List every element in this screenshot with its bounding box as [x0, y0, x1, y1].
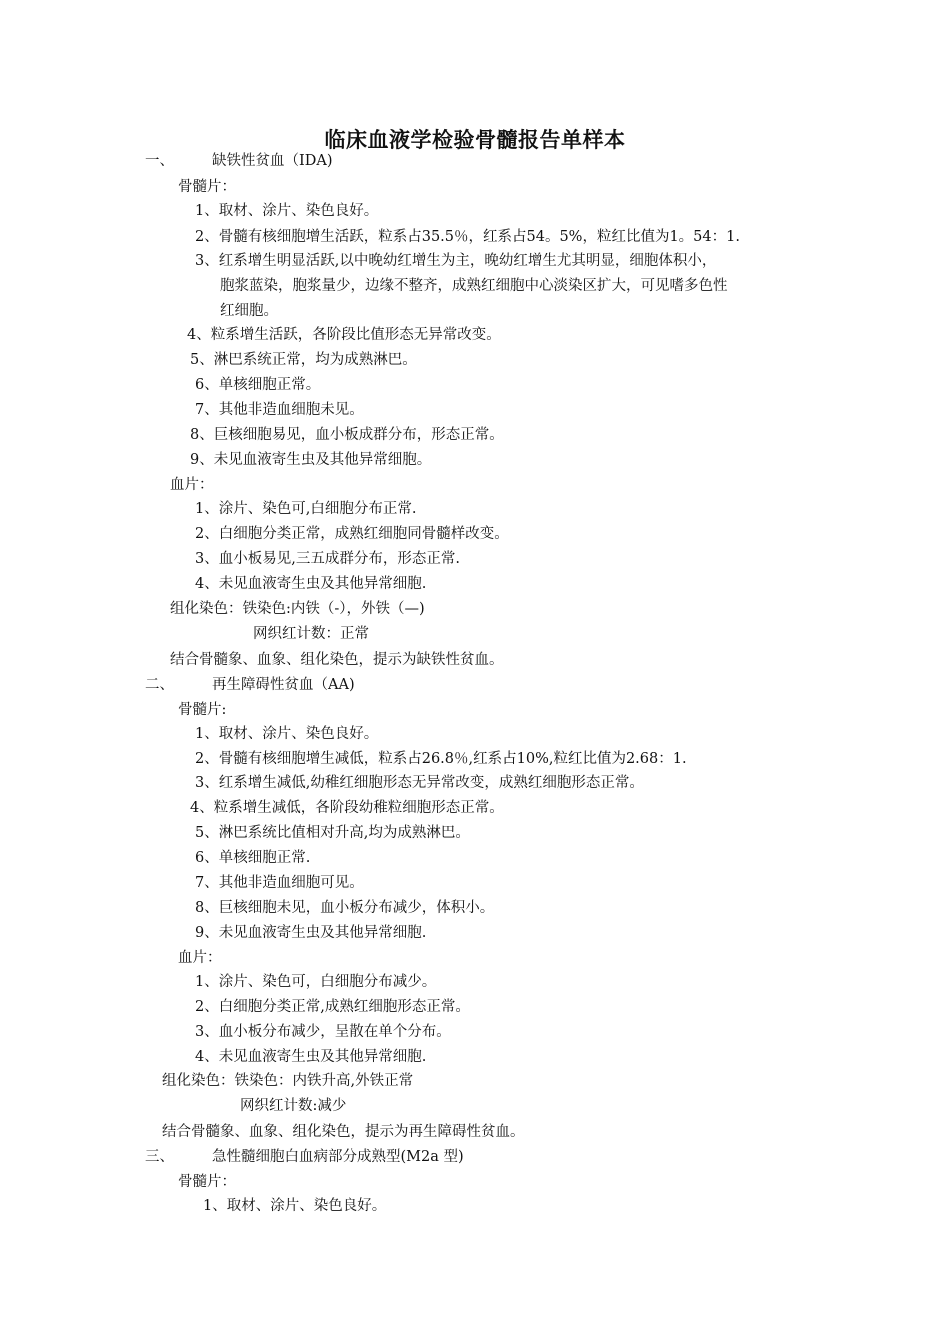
marrow-label: 骨髓片：	[178, 179, 236, 195]
marrow-item: 5、淋巴系统比值相对升高,均为成熟淋巴。	[195, 825, 470, 841]
marrow-item: 红细胞。	[220, 303, 278, 319]
blood-item: 4、未见血液寄生虫及其他异常细胞.	[195, 576, 427, 592]
blood-item: 1、涂片、染色可，白细胞分布减少。	[195, 974, 437, 990]
section-heading: 缺铁性贫血（IDA)	[212, 153, 333, 169]
marrow-item: 1、取材、涂片、染色良好。	[195, 203, 379, 219]
marrow-item: 7、其他非造血细胞可见。	[195, 875, 364, 891]
blood-item: 3、血小板分布减少，呈散在单个分布。	[195, 1024, 451, 1040]
section-number: 三、	[145, 1149, 174, 1165]
marrow-item: 8、巨核细胞未见，血小板分布减少，体积小。	[195, 900, 495, 916]
document-title: 临床血液学检验骨髓报告单样本	[324, 128, 626, 152]
conclusion: 结合骨髓象、血象、组化染色，提示为缺铁性贫血。	[170, 652, 504, 668]
marrow-item: 6、单核细胞正常。	[195, 377, 321, 393]
marrow-item: 3、红系增生减低,幼稚红细胞形态无异常改变，成熟红细胞形态正常。	[195, 775, 644, 791]
blood-label: 血片：	[170, 477, 214, 493]
blood-item: 2、白细胞分类正常,成熟红细胞形态正常。	[195, 999, 470, 1015]
section-heading: 再生障碍性贫血（AA)	[212, 677, 355, 693]
marrow-item: 9、未见血液寄生虫及其他异常细胞。	[190, 452, 432, 468]
marrow-item: 2、骨髓有核细胞增生活跃，粒系占35.5％，红系占54。5%，粒红比值为1。54：1.	[195, 229, 740, 245]
marrow-item: 1、取材、涂片、染色良好。	[195, 726, 379, 742]
marrow-item: 3、红系增生明显活跃,以中晚幼红增生为主，晚幼红增生尤其明显，细胞体积小，	[195, 253, 717, 269]
marrow-item: 6、单核细胞正常.	[195, 850, 311, 866]
blood-item: 1、涂片、染色可,白细胞分布正常.	[195, 501, 417, 517]
marrow-item: 4、粒系增生活跃，各阶段比值形态无异常改变。	[187, 327, 501, 343]
marrow-label: 骨髓片：	[178, 1174, 236, 1190]
blood-item: 3、血小板易见,三五成群分布，形态正常.	[195, 551, 460, 567]
stain-line: 组化染色：铁染色：内铁升高,外铁正常	[162, 1073, 414, 1089]
section-heading: 急性髓细胞白血病部分成熟型(M2a 型)	[212, 1149, 464, 1165]
blood-item: 4、未见血液寄生虫及其他异常细胞.	[195, 1049, 427, 1065]
blood-label: 血片：	[178, 950, 222, 966]
marrow-label: 骨髓片:	[178, 702, 227, 718]
marrow-item: 2、骨髓有核细胞增生减低，粒系占26.8％,红系占10%,粒红比值为2.68：1.	[195, 751, 687, 767]
retic-line: 网织红计数：正常	[253, 626, 369, 642]
stain-line: 组化染色：铁染色:内铁（-），外铁（—)	[170, 601, 425, 617]
section-number: 二、	[145, 677, 174, 693]
blood-item: 2、白细胞分类正常，成熟红细胞同骨髓样改变。	[195, 526, 509, 542]
marrow-item: 8、巨核细胞易见，血小板成群分布，形态正常。	[190, 427, 504, 443]
marrow-item: 4、粒系增生减低，各阶段幼稚粒细胞形态正常。	[190, 800, 504, 816]
marrow-item: 9、未见血液寄生虫及其他异常细胞.	[195, 925, 427, 941]
section-number: 一、	[145, 153, 174, 169]
marrow-item: 5、淋巴系统正常，均为成熟淋巴。	[190, 352, 417, 368]
conclusion: 结合骨髓象、血象、组化染色，提示为再生障碍性贫血。	[162, 1124, 525, 1140]
marrow-item: 1、取材、涂片、染色良好。	[203, 1198, 387, 1214]
retic-line: 网织红计数:减少	[240, 1098, 347, 1114]
marrow-item: 胞浆蓝染，胞浆量少，边缘不整齐，成熟红细胞中心淡染区扩大，可见嗜多色性	[220, 278, 728, 294]
marrow-item: 7、其他非造血细胞未见。	[195, 402, 364, 418]
